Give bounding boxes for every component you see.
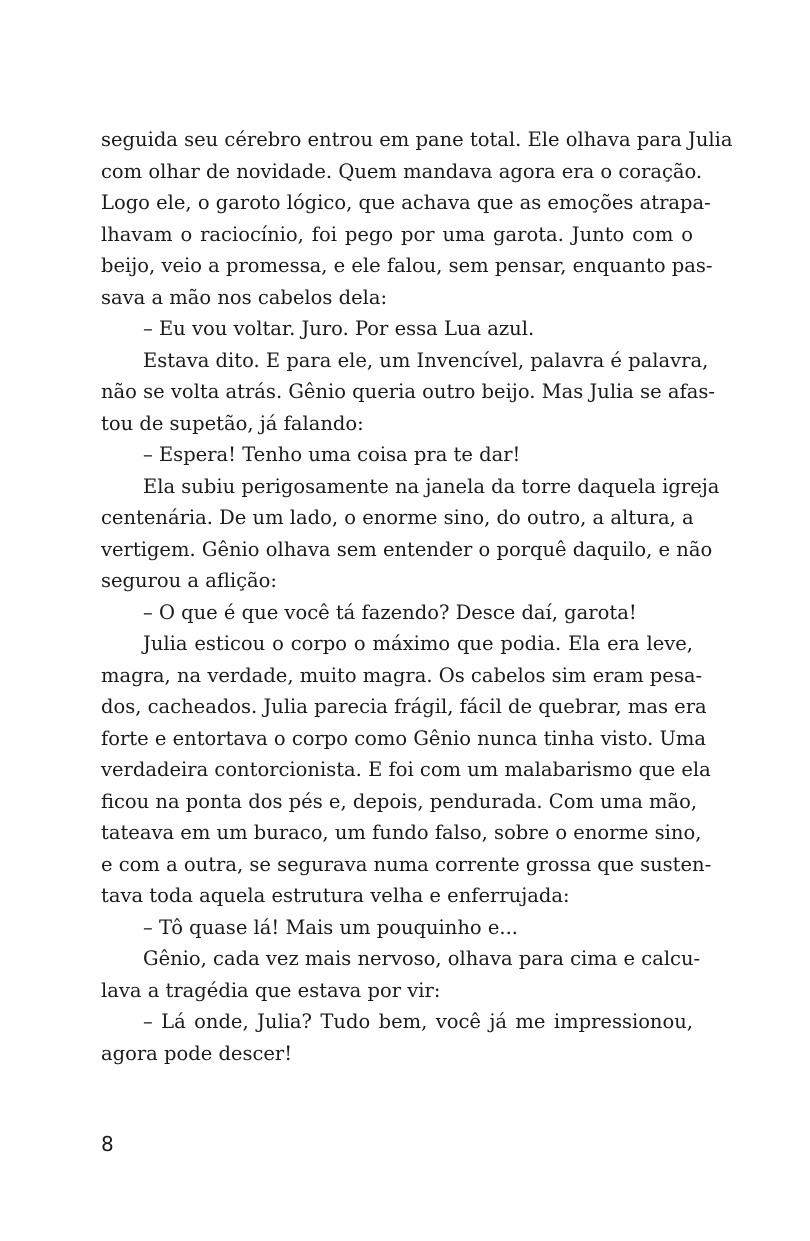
dialogue-line: – Tô quase lá! Mais um pouquinho e...: [143, 915, 518, 939]
dialogue-line: – Eu vou voltar. Juro. Por essa Lua azul.: [143, 317, 535, 340]
text-line: com olhar de novidade. Quem mandava agora era o coração.: [101, 159, 703, 183]
text-line: Ela subiu perigosamente na janela da torre daquela igreja: [143, 474, 720, 498]
text-line: não se volta atrás. Gênio queria outro beijo. Mas Julia se afas-: [101, 380, 715, 403]
page-number: 8: [101, 1132, 114, 1156]
text-line: tou de supetão, já falando:: [101, 411, 364, 435]
dialogue-line: – Espera! Tenho uma coisa pra te dar!: [143, 443, 521, 466]
dialogue-line: – Lá onde, Julia? Tudo bem, você já me impressionou,: [143, 1010, 693, 1033]
text-line: beijo, veio a promessa, e ele falou, sem pensar, enquanto pas-: [101, 254, 713, 277]
text-line: Logo ele, o garoto lógico, que achava que as emoções atrapa-: [101, 191, 711, 214]
text-line: lava a tragédia que estava por vir:: [101, 978, 441, 1002]
text-line: segurou a aflição:: [101, 569, 277, 592]
text-line: dos, cacheados. Julia parecia frágil, fácil de quebrar, mas era: [101, 695, 707, 718]
text-line: magra, na verdade, muito magra. Os cabelos sim eram pesa-: [101, 663, 703, 687]
text-line: e com a outra, se segurava numa corrente grossa que susten-: [101, 852, 712, 876]
text-line: vertigem. Gênio olhava sem entender o porquê daquilo, e não: [101, 537, 713, 561]
text-line: Gênio, cada vez mais nervoso, olhava para cima e calcu-: [143, 947, 701, 970]
body-text: [101, 124, 733, 1069]
text-line: tava toda aquela estrutura velha e enferrujada:: [101, 884, 570, 907]
text-line: lhavam o raciocínio, foi pego por uma garota. Junto com o: [101, 222, 693, 246]
text-line: ficou na ponta dos pés e, depois, pendurada. Com uma mão,: [101, 789, 698, 813]
text-line: agora pode descer!: [101, 1041, 293, 1065]
text-line: verdadeira contorcionista. E foi com um malabarismo que ela: [101, 758, 711, 781]
text-line: centenária. De um lado, o enorme sino, do outro, a altura, a: [101, 506, 694, 529]
dialogue-line: – O que é que você tá fazendo? Desce daí, garota!: [143, 600, 637, 624]
text-line: Estava dito. E para ele, um Invencível, palavra é palavra,: [143, 348, 709, 372]
text-line: sava a mão nos cabelos dela:: [101, 285, 388, 309]
text-line: tateava em um buraco, um fundo falso, sobre o enorme sino,: [101, 821, 702, 844]
text-line: seguida seu cérebro entrou em pane total. Ele olhava para Julia: [101, 128, 733, 151]
text-line: forte e entortava o corpo como Gênio nunca tinha visto. Uma: [101, 726, 707, 750]
text-line: Julia esticou o corpo o máximo que podia. Ela era leve,: [143, 632, 693, 655]
